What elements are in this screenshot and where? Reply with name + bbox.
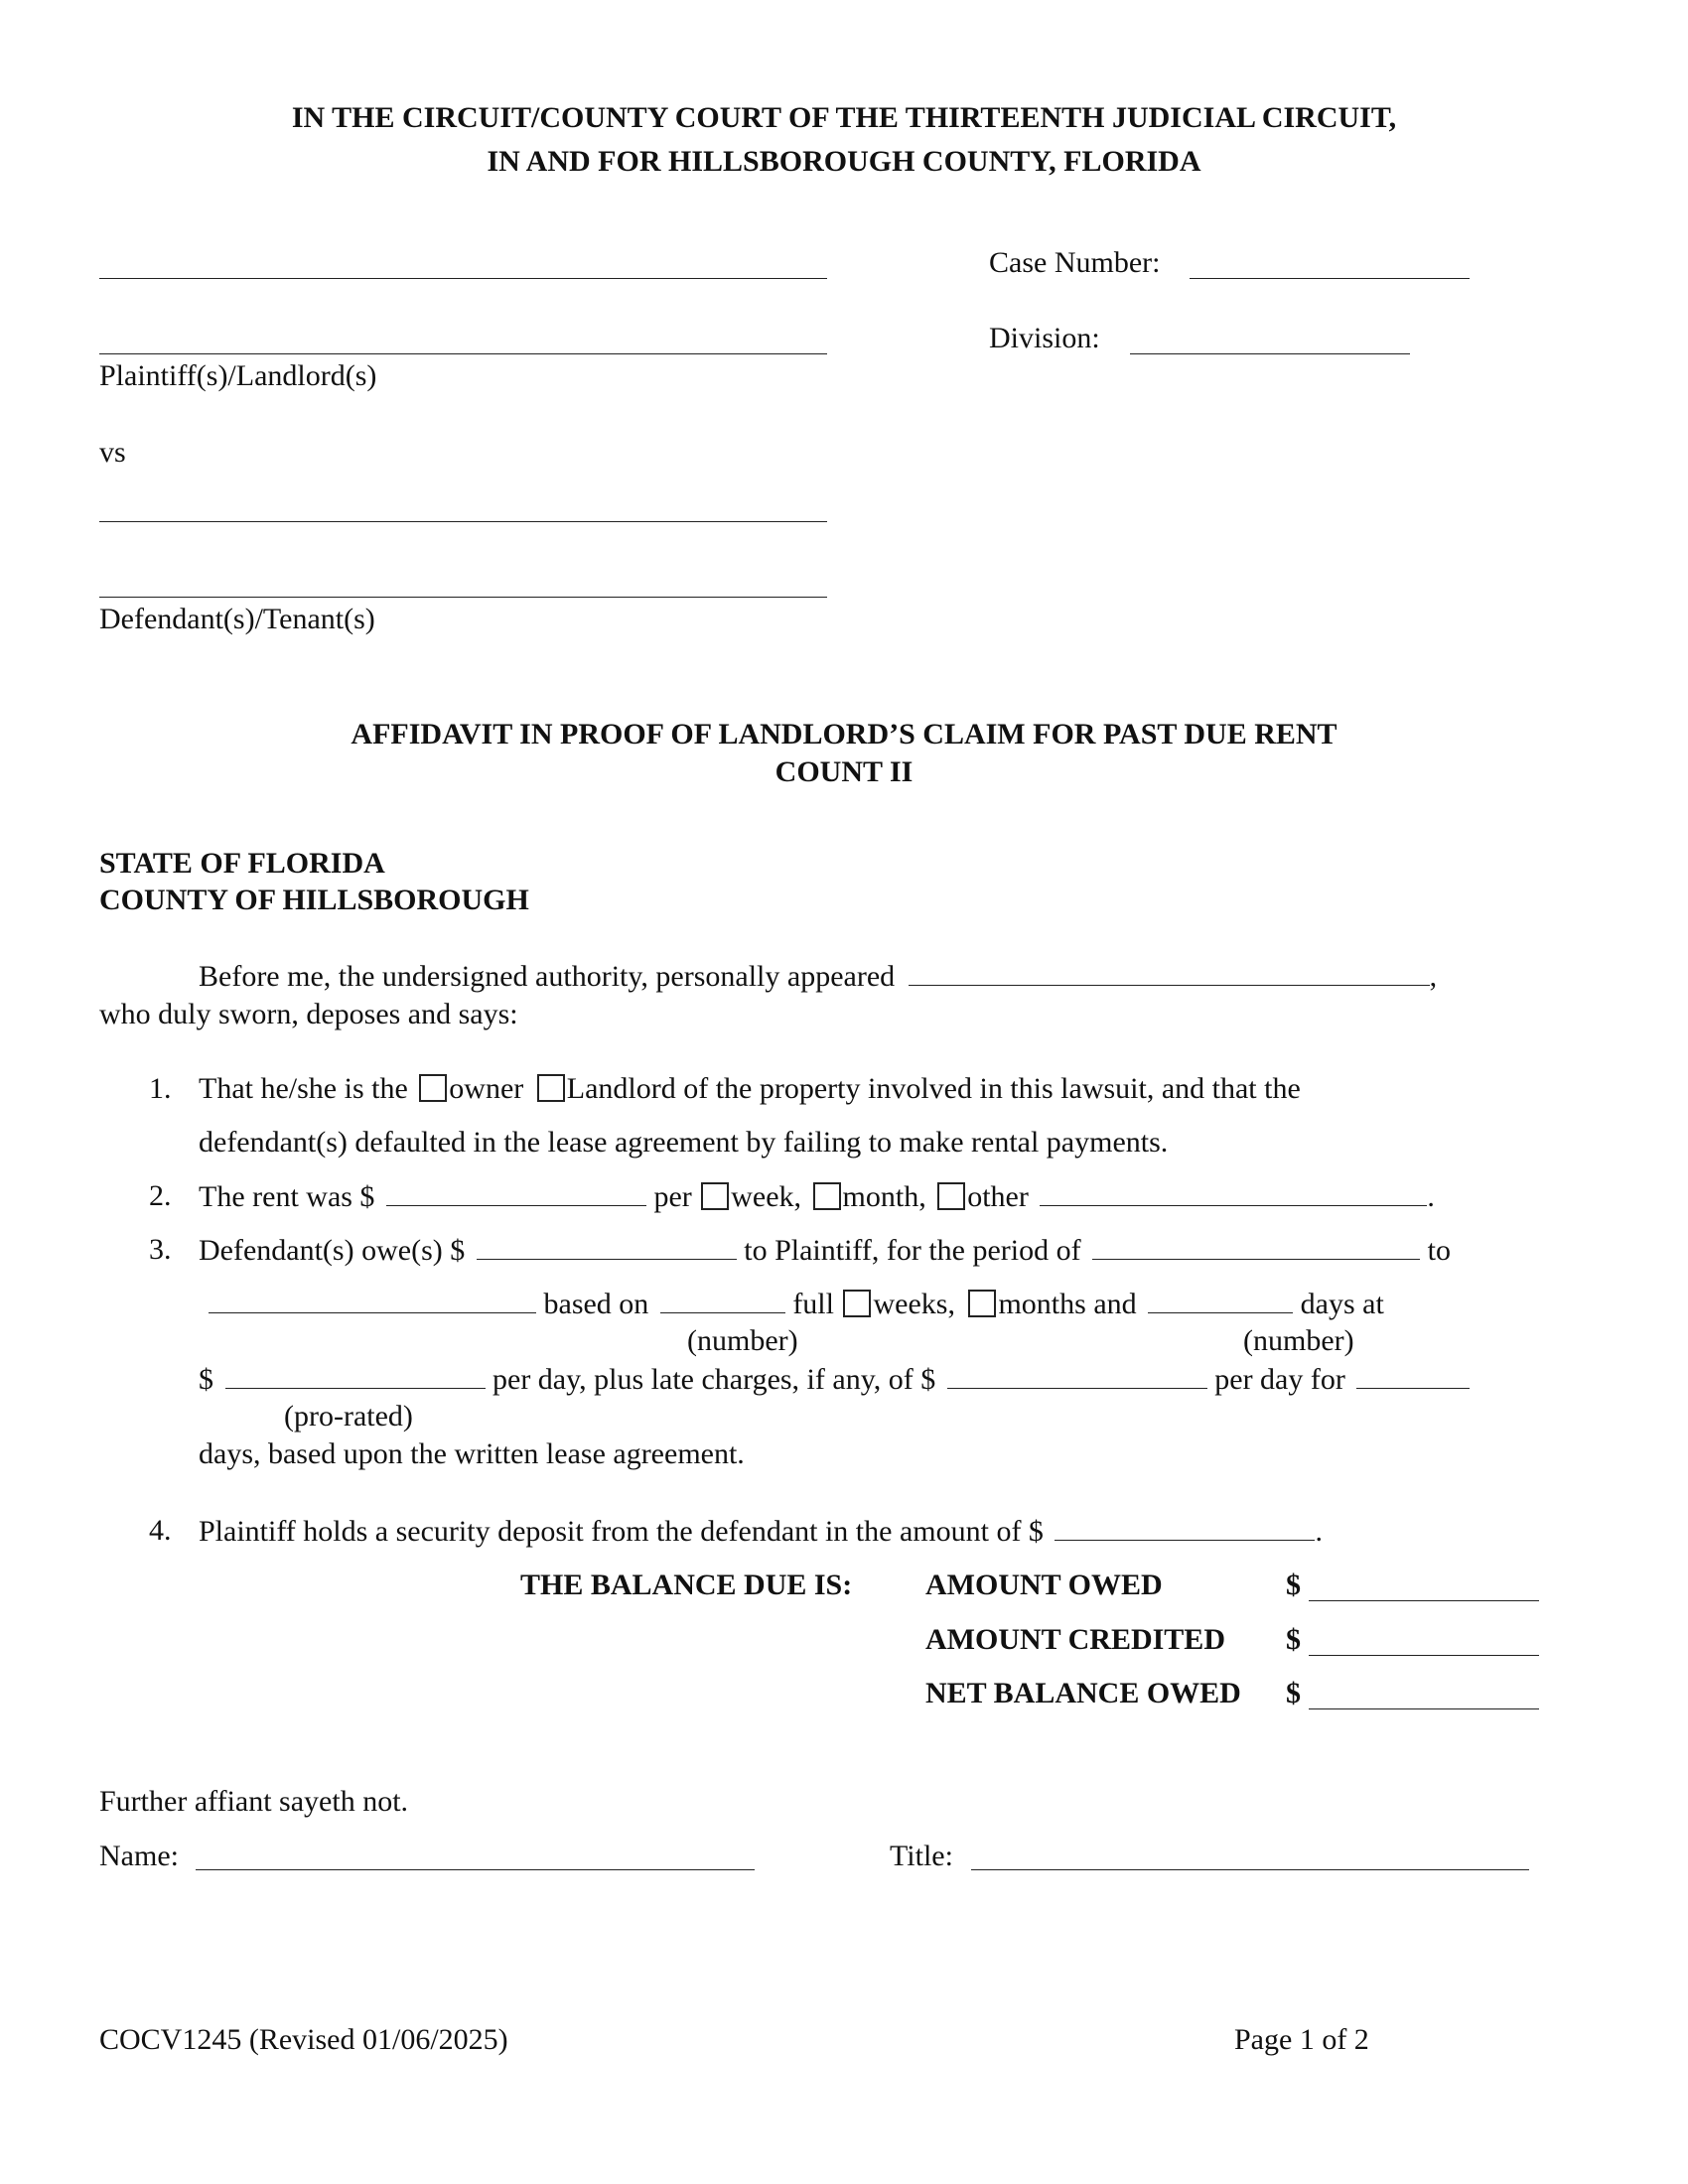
- full-label: full: [792, 1288, 834, 1320]
- item3-line-1: [199, 1235, 1451, 1266]
- venue-state: STATE OF FLORIDA: [99, 847, 385, 880]
- other-checkbox[interactable]: [937, 1182, 965, 1210]
- daily-rate-field[interactable]: [225, 1364, 486, 1389]
- per-day-late-label: per day, plus late charges, if any, of $: [492, 1363, 936, 1396]
- net-balance-field[interactable]: [1309, 1708, 1539, 1709]
- item3-line-2: [209, 1289, 1384, 1319]
- affidavit-title: AFFIDAVIT IN PROOF OF LANDLORD’S CLAIM FOR PAST DUE RENT: [351, 718, 1337, 751]
- item2-line: [199, 1181, 1435, 1212]
- number-note-2: (number): [1243, 1324, 1354, 1357]
- intro-comma: ,: [1429, 960, 1438, 993]
- owner-label: owner: [449, 1072, 524, 1105]
- form-id: COCV1245 (Revised 01/06/2025): [99, 2023, 508, 2056]
- title-field[interactable]: [971, 1869, 1529, 1870]
- owner-checkbox[interactable]: [419, 1074, 447, 1102]
- rent-per: per: [653, 1180, 692, 1213]
- month-label: month,: [842, 1180, 926, 1213]
- item1-pre: That he/she is the: [199, 1072, 408, 1105]
- weeks-checkbox[interactable]: [843, 1290, 871, 1317]
- other-period-field[interactable]: [1040, 1181, 1427, 1206]
- credited-currency: $: [1286, 1623, 1301, 1656]
- rent-amount-field[interactable]: [386, 1181, 646, 1206]
- months-checkbox[interactable]: [968, 1290, 996, 1317]
- week-checkbox[interactable]: [701, 1182, 729, 1210]
- plaintiff-label: Plaintiff(s)/Landlord(s): [99, 359, 377, 392]
- item3-line-4: days, based upon the written lease agreement.: [199, 1437, 745, 1470]
- days-at-label: days at: [1300, 1288, 1384, 1320]
- item1-line-1: [199, 1074, 1301, 1104]
- defendant-label: Defendant(s)/Tenant(s): [99, 603, 375, 635]
- plaintiff-name-line-1[interactable]: [99, 278, 827, 279]
- division-label: Division:: [989, 322, 1100, 354]
- owed-currency: $: [1286, 1569, 1301, 1601]
- number-note-1: (number): [687, 1324, 798, 1357]
- title-label: Title:: [890, 1840, 953, 1872]
- owes-label: Defendant(s) owe(s) $: [199, 1234, 466, 1267]
- affiant-name-field[interactable]: [909, 961, 1430, 986]
- deposit-amount-field[interactable]: [1055, 1516, 1315, 1541]
- amount-owed-label: AMOUNT OWED: [925, 1569, 1163, 1601]
- net-currency: $: [1286, 1677, 1301, 1709]
- item3-line-3: [199, 1364, 1470, 1395]
- court-header-line1: IN THE CIRCUIT/COUNTY COURT OF THE THIRTEENTH JUDICIAL CIRCUIT,: [291, 101, 1397, 134]
- item4-period: .: [1315, 1515, 1323, 1548]
- intro-line-2: who duly sworn, deposes and says:: [99, 998, 518, 1030]
- days-count-field[interactable]: [1148, 1289, 1293, 1313]
- item2-number: 2.: [149, 1179, 172, 1212]
- per-day-for-label: per day for: [1214, 1363, 1345, 1396]
- item4-line: [199, 1516, 1323, 1547]
- item1-line-2: defendant(s) defaulted in the lease agreement by failing to make rental payments.: [199, 1126, 1169, 1159]
- defendant-name-line-2[interactable]: [99, 597, 827, 598]
- late-days-field[interactable]: [1356, 1364, 1470, 1389]
- name-label: Name:: [99, 1840, 179, 1872]
- court-header-line2: IN AND FOR HILLSBOROUGH COUNTY, FLORIDA: [487, 145, 1201, 178]
- item2-period: .: [1427, 1180, 1435, 1213]
- period-end-field[interactable]: [209, 1289, 536, 1313]
- period-to: to: [1427, 1234, 1451, 1267]
- month-checkbox[interactable]: [813, 1182, 841, 1210]
- amount-credited-field[interactable]: [1309, 1655, 1539, 1656]
- rent-label: The rent was $: [199, 1180, 375, 1213]
- period-label: to Plaintiff, for the period of: [744, 1234, 1081, 1267]
- other-label: other: [967, 1180, 1029, 1213]
- item4-number: 4.: [149, 1514, 172, 1547]
- further-affiant: Further affiant sayeth not.: [99, 1785, 409, 1818]
- weeks-label: weeks,: [873, 1288, 955, 1320]
- based-on-label: based on: [543, 1288, 649, 1320]
- item1-number: 1.: [149, 1072, 172, 1105]
- week-label: week,: [731, 1180, 802, 1213]
- balance-heading: THE BALANCE DUE IS:: [520, 1569, 853, 1601]
- deposit-label: Plaintiff holds a security deposit from the defendant in the amount of $: [199, 1515, 1044, 1548]
- full-count-field[interactable]: [660, 1289, 785, 1313]
- amount-credited-label: AMOUNT CREDITED: [925, 1623, 1225, 1656]
- amount-owed-field[interactable]: [477, 1235, 737, 1260]
- months-label: months and: [998, 1288, 1137, 1320]
- page-number: Page 1 of 2: [1234, 2023, 1369, 2056]
- name-field[interactable]: [196, 1869, 755, 1870]
- prorated-note: (pro-rated): [284, 1400, 413, 1433]
- case-number-label: Case Number:: [989, 246, 1161, 279]
- vs-label: vs: [99, 436, 126, 469]
- landlord-checkbox[interactable]: [537, 1074, 565, 1102]
- item3-number: 3.: [149, 1233, 172, 1266]
- dollar-sign: $: [199, 1363, 213, 1396]
- net-balance-label: NET BALANCE OWED: [925, 1677, 1241, 1709]
- affidavit-subtitle: COUNT II: [774, 755, 914, 788]
- venue-county: COUNTY OF HILLSBOROUGH: [99, 884, 529, 916]
- intro-text: Before me, the undersigned authority, personally appeared: [199, 960, 896, 993]
- division-field[interactable]: [1130, 353, 1410, 354]
- intro-line-1: [199, 961, 1437, 992]
- landlord-label: Landlord of the property involved in this lawsuit, and that the: [566, 1072, 1301, 1105]
- amount-owed-field[interactable]: [1309, 1600, 1539, 1601]
- late-charge-field[interactable]: [947, 1364, 1207, 1389]
- defendant-name-line-1[interactable]: [99, 521, 827, 522]
- period-start-field[interactable]: [1092, 1235, 1420, 1260]
- case-number-field[interactable]: [1190, 278, 1470, 279]
- plaintiff-name-line-2[interactable]: [99, 353, 827, 354]
